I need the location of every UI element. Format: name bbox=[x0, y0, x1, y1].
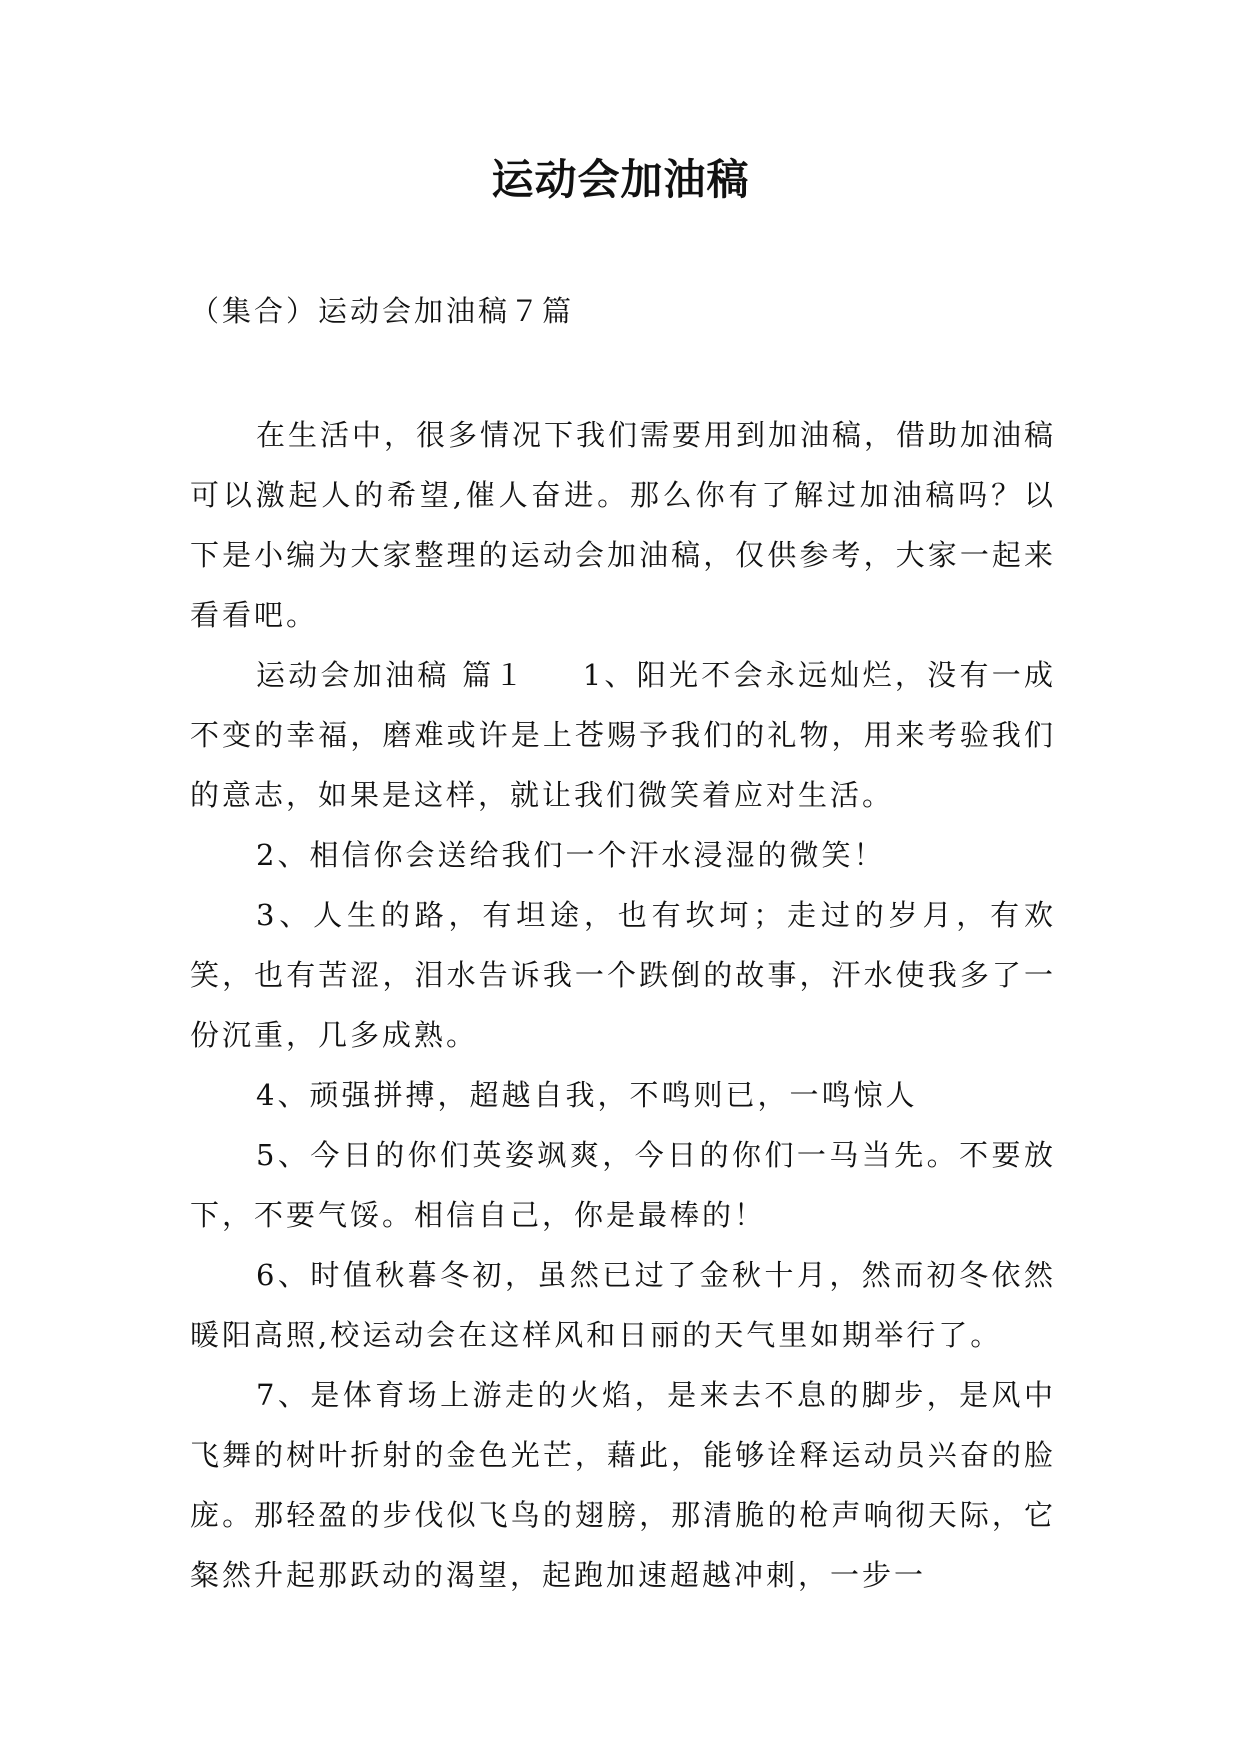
item-5-paragraph: 5、今日的你们英姿飒爽，今日的你们一马当先。不要放下，不要气馁。相信自己，你是最棒的！ bbox=[190, 1138, 1056, 1232]
item-3-paragraph: 3、人生的路，有坦途，也有坎坷；走过的岁月，有欢笑，也有苦涩，泪水告诉我一个跌倒的故事，汗水使我多了一份沉重，几多成熟。 bbox=[190, 898, 1056, 1052]
item-7-paragraph: 7、是体育场上游走的火焰，是来去不息的脚步，是风中飞舞的树叶折射的金色光芒，藉此，能够诠释运动员兴奋的脸庞。那轻盈的步伐似飞鸟的翅膀，那清脆的枪声响彻天际，它粲然升起那跃动的渴望，起跑加速超越冲刺，一步一 bbox=[190, 1378, 1056, 1592]
document-title: 运动会加油稿 bbox=[491, 155, 750, 204]
item-6-paragraph: 6、时值秋暮冬初，虽然已过了金秋十月，然而初冬依然暖阳高照,校运动会在这样风和日丽的天气里如期举行了。 bbox=[190, 1258, 1056, 1352]
intro-paragraph: 在生活中，很多情况下我们需要用到加油稿，借助加油稿可以激起人的希望,催人奋进。那么你有了解过加油稿吗？以下是小编为大家整理的运动会加油稿，仅供参考，大家一起来看看吧。 bbox=[190, 418, 1057, 632]
document-body bbox=[190, 405, 1056, 1605]
item-1-text: 1、阳光不会永远灿烂，没有一成不变的幸福，磨难或许是上苍赐予我们的礼物，用来考验我们的意志，如果是这样，就让我们微笑着应对生活。 bbox=[190, 658, 1057, 812]
item-2-paragraph: 2、相信你会送给我们一个汗水浸湿的微笑！ bbox=[256, 838, 886, 872]
section-1-heading: 运动会加油稿 篇１ bbox=[256, 658, 527, 692]
document-subtitle: （集合）运动会加油稿７篇 bbox=[190, 294, 575, 328]
section-1-paragraph bbox=[190, 645, 1056, 825]
item-4-paragraph: 4、顽强拼搏，超越自我，不鸣则已，一鸣惊人 bbox=[256, 1078, 918, 1112]
